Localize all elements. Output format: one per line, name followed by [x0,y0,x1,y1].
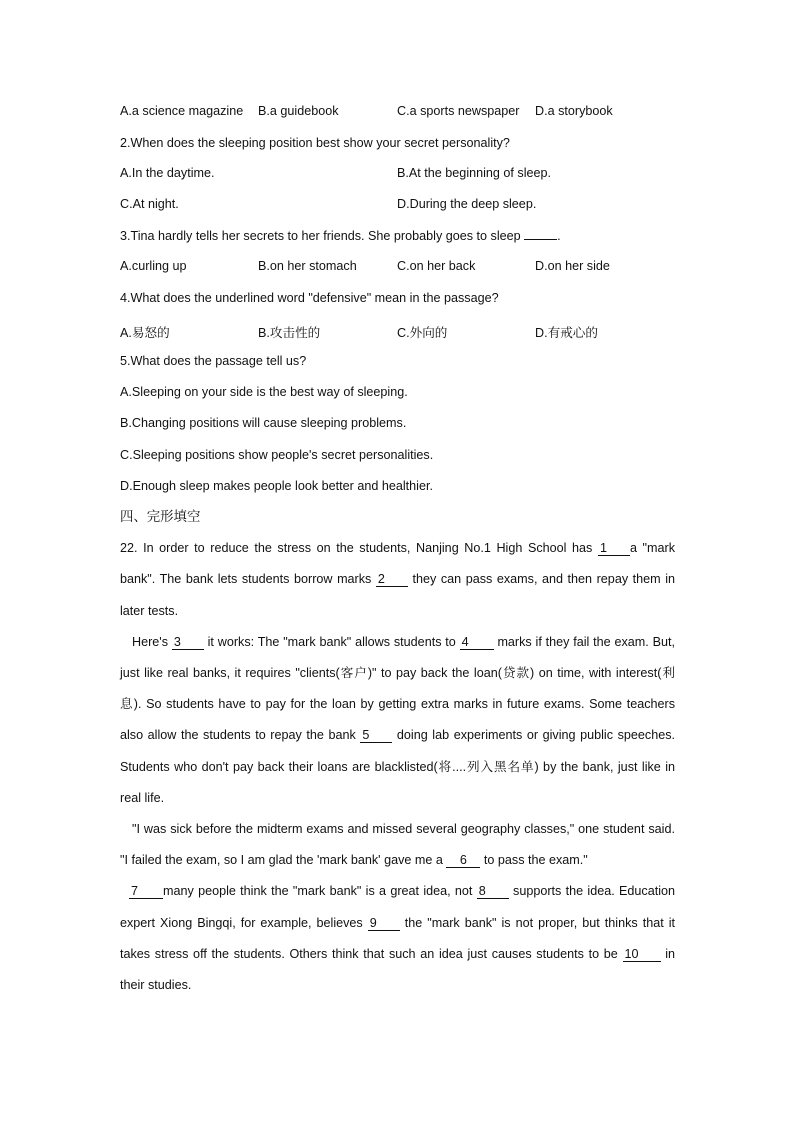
cloze-blank-8: 8 [477,884,509,899]
q2-option-c: C.At night. [120,197,179,211]
q1-option-b: B.a guidebook [258,104,339,118]
cloze-blank-7: 7 [129,884,163,899]
question-3-text: 3.Tina hardly tells her secrets to her friends. She probably goes to sleep [120,229,521,243]
q5-option-c: C.Sleeping positions show people's secret personalities. [120,448,434,462]
cloze-text: 22. In order to reduce the stress on the students, Nanjing No.1 High School has [120,541,593,555]
cloze-line: 息). So students have to pay for the loan by getting extra marks in future exams. Some teachers [120,697,675,711]
cloze-line [120,727,675,743]
cloze-blank-9: 9 [368,916,400,931]
q5-option-a: A.Sleeping on your side is the best way of sleeping. [120,385,408,399]
cloze-text: also allow the students to repay the bank [120,728,356,742]
cloze-blank-6: 6 [446,853,480,868]
q2-option-d: D.During the deep sleep. [397,197,537,211]
q2-option-a: A.In the daytime. [120,166,215,180]
question-3 [120,228,675,244]
cloze-text: Here's [132,635,168,649]
cloze-text: they can pass exams, and then repay them in [412,572,676,586]
cloze-line: their studies. [120,978,192,992]
cloze-line: just like real banks, it requires "clients(客户)" to pay back the loan(贷款) on time, with interest(利 [120,666,675,680]
cloze-blank-3: 3 [172,635,204,650]
q3-option-c: C.on her back [397,259,476,273]
cloze-line: "I was sick before the midterm exams and missed several geography classes," one student said. [132,822,675,836]
cloze-line [120,852,675,868]
cloze-line [120,946,675,962]
cloze-text: supports the idea. Education [513,884,676,898]
answer-blank [524,228,557,240]
q3-option-a: A.curling up [120,259,187,273]
cloze-blank-4: 4 [460,635,494,650]
cloze-text: marks if they fail the exam. But, [497,635,675,649]
q4-option-c: C.外向的 [397,326,448,340]
cloze-line [132,634,675,650]
q3-option-b: B.on her stomach [258,259,357,273]
q4-option-b: B.攻击性的 [258,326,321,340]
q1-option-a: A.a science magazine [120,104,244,118]
q3-option-d: D.on her side [535,259,610,273]
cloze-line [120,571,675,587]
cloze-line: Students who don't pay back their loans are blacklisted(将....列入黑名单) by the bank, just like in [120,760,675,774]
cloze-text: in [665,947,675,961]
q5-option-b: B.Changing positions will cause sleeping problems. [120,416,407,430]
cloze-text: the "mark bank" is not proper, but thinks that it [404,916,675,930]
q4-option-d: D.有戒心的 [535,326,598,340]
cloze-text: a "mark [629,541,675,555]
q4-option-a: A.易怒的 [120,326,170,340]
cloze-text: many people think the "mark bank" is a great idea, not [163,884,473,898]
q1-option-d: D.a storybook [535,104,613,118]
cloze-text: doing lab experiments or giving public speeches. [396,728,675,742]
question-4: 4.What does the underlined word "defensive" mean in the passage? [120,291,499,305]
question-5: 5.What does the passage tell us? [120,354,307,368]
cloze-text: "I failed the exam, so I am glad the 'mark bank' gave me a [120,853,443,867]
question-2: 2.When does the sleeping position best show your secret personality? [120,136,510,150]
question-3-end: . [557,229,561,243]
cloze-text: it works: The "mark bank" allows students to [207,635,456,649]
cloze-text: takes stress off the students. Others think that such an idea just causes students to be [120,947,618,961]
cloze-blank-2: 2 [376,572,408,587]
cloze-text: to pass the exam." [483,853,588,867]
cloze-line [129,883,675,899]
cloze-blank-1: 1 [598,541,630,556]
cloze-line: real life. [120,791,165,805]
cloze-text: bank". The bank lets students borrow marks [120,572,372,586]
cloze-line [120,915,675,931]
cloze-line [120,540,675,556]
q1-option-c: C.a sports newspaper [397,104,520,118]
cloze-blank-10: 10 [623,947,661,962]
q5-option-d: D.Enough sleep makes people look better and healthier. [120,479,433,493]
cloze-line: later tests. [120,604,179,618]
q2-option-b: B.At the beginning of sleep. [397,166,552,180]
cloze-text: expert Xiong Bingqi, for example, believes [120,916,363,930]
cloze-blank-5: 5 [360,728,392,743]
section-heading: 四、完形填空 [120,509,201,524]
